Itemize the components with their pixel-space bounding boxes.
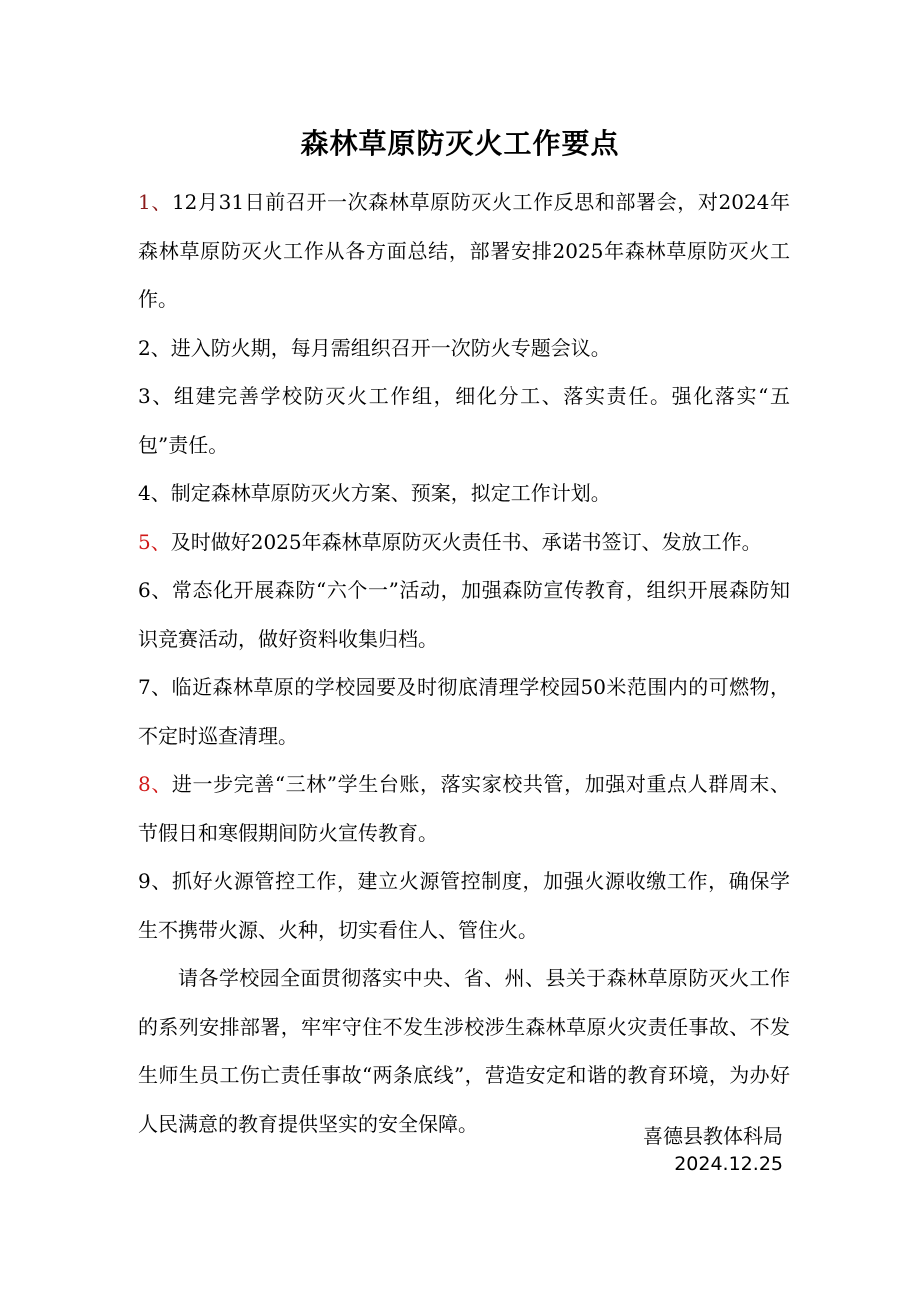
- item-number: 9、: [138, 869, 172, 893]
- signature-date: 2024.12.25: [674, 1153, 783, 1175]
- item-text: 制定森林草原防灭火方案、预案，拟定工作计划。: [170, 481, 611, 505]
- document-body: [138, 178, 790, 1148]
- item-text: 常态化开展森防“六个一”活动，加强森防宣传教育，组织开展森防知识竞赛活动，做好资料收集归档。: [138, 578, 790, 651]
- item-text: 抓好火源管控工作，建立火源管控制度，加强火源收缴工作，确保学生不携带火源、火种，切实看住人、管住火。: [138, 869, 790, 942]
- item-number: 7、: [138, 675, 172, 699]
- list-item: [138, 372, 790, 469]
- document-title: 森林草原防灭火工作要点: [300, 127, 620, 160]
- item-number: 6、: [138, 578, 172, 602]
- list-item: [138, 663, 790, 760]
- item-number: 3、: [138, 384, 174, 408]
- item-text: 12月31日前召开一次森林草原防灭火工作反思和部署会，对2024年森林草原防灭火工作从各方面总结，部署安排2025年森林草原防灭火工作。: [138, 190, 790, 311]
- item-text: 进一步完善“三林”学生台账，落实家校共管，加强对重点人群周末、节假日和寒假期间防火宣传教育。: [138, 772, 790, 845]
- list-item: [138, 324, 790, 373]
- item-number: 8、: [138, 772, 172, 796]
- item-text: 进入防火期，每月需组织召开一次防火专题会议。: [170, 335, 611, 360]
- item-text: 及时做好2025年森林草原防灭火责任书、承诺书签订、发放工作。: [170, 529, 762, 554]
- list-item: [138, 518, 790, 567]
- item-number: 2、: [138, 335, 171, 360]
- item-number: 1、: [138, 190, 172, 214]
- list-item: [138, 566, 790, 663]
- list-item: [138, 857, 790, 954]
- signature-org: 喜德县教体科局: [643, 1124, 783, 1148]
- item-number: 4、: [138, 481, 171, 505]
- signature-block: [643, 1122, 783, 1178]
- list-item: [138, 760, 790, 857]
- item-text: 组建完善学校防灭火工作组，细化分工、落实责任。强化落实“五包”责任。: [138, 384, 790, 457]
- item-text: 临近森林草原的学校园要及时彻底清理学校园50米范围内的可燃物，不定时巡查清理。: [138, 675, 790, 748]
- item-number: 5、: [138, 529, 171, 554]
- closing-paragraph: 请各学校园全面贯彻落实中央、省、州、县关于森林草原防灭火工作的系列安排部署，牢牢守住不发生涉校涉生森林草原火灾责任事故、不发生师生员工伤亡责任事故“两条底线”，营造安定和谐的教育环境，为办好人民满意的教育提供坚实的安全保障。: [138, 966, 790, 1136]
- list-item: [138, 178, 790, 324]
- list-item: [138, 469, 790, 518]
